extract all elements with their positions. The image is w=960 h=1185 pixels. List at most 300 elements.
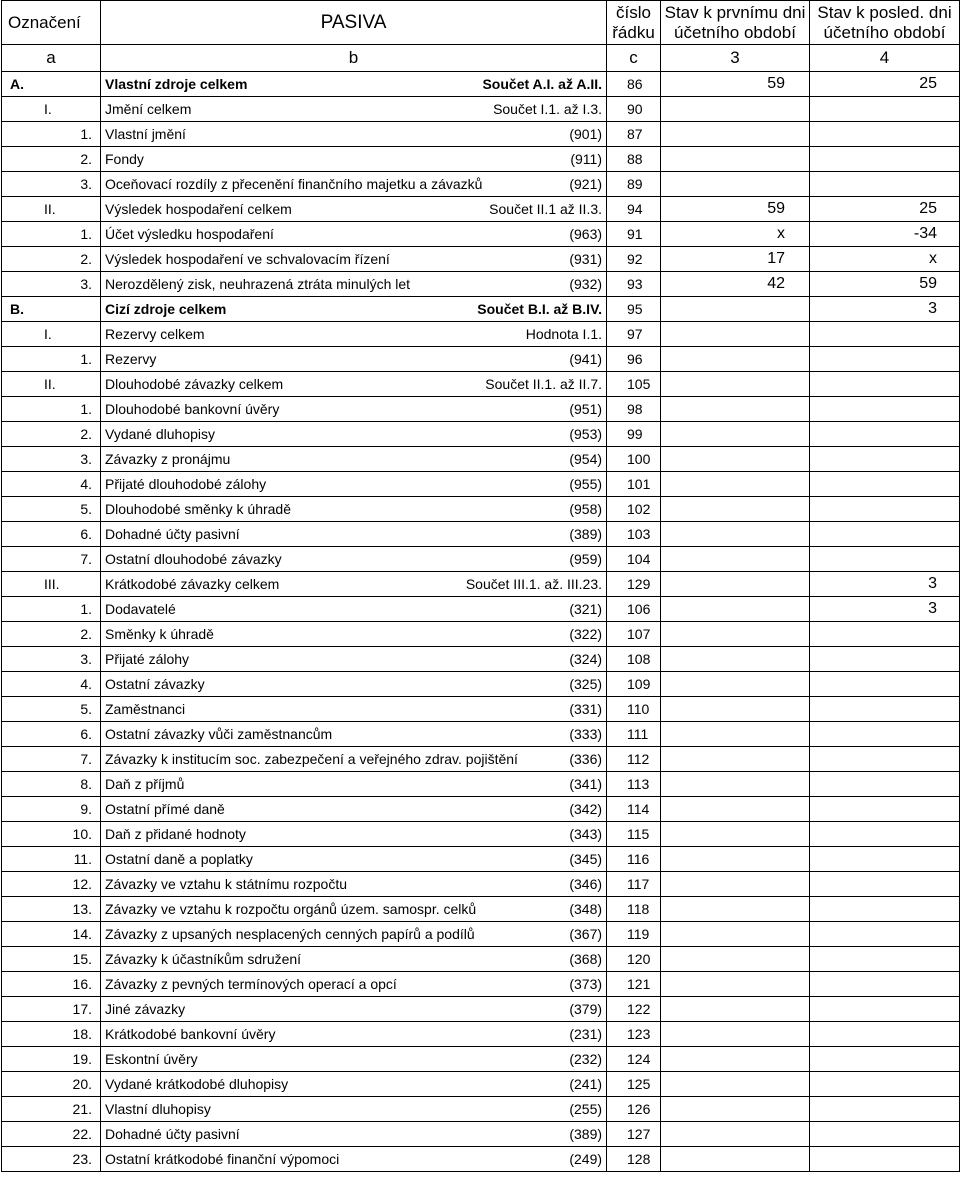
row-value-first-day: 59 xyxy=(661,197,810,222)
row-value-last-day xyxy=(810,822,960,847)
row-mark: 1. xyxy=(2,222,101,247)
row-name: Zaměstnanci xyxy=(101,697,446,722)
row-value-last-day xyxy=(810,872,960,897)
row-name: Rezervy xyxy=(101,347,446,372)
row-value-last-day xyxy=(810,372,960,397)
row-sum-ref: (345) xyxy=(446,847,607,872)
row-mark: 21. xyxy=(2,1097,101,1122)
row-value-first-day xyxy=(661,1047,810,1072)
row-value-last-day xyxy=(810,922,960,947)
row-line-number: 88 xyxy=(607,147,661,172)
row-line-number: 91 xyxy=(607,222,661,247)
row-name: Vlastní zdroje celkem xyxy=(101,72,446,97)
row-sum-ref: Součet B.I. až B.IV. xyxy=(446,297,607,322)
row-sum-ref: (389) xyxy=(446,1122,607,1147)
row-line-number: 122 xyxy=(607,997,661,1022)
header-stav-posled-line1: Stav k posled. dni xyxy=(817,2,952,22)
row-line-number: 115 xyxy=(607,822,661,847)
row-line-number: 124 xyxy=(607,1047,661,1072)
row-value-last-day xyxy=(810,972,960,997)
row-value-last-day xyxy=(810,1072,960,1097)
row-line-number: 117 xyxy=(607,872,661,897)
row-value-last-day: 3 xyxy=(810,597,960,622)
row-value-last-day xyxy=(810,722,960,747)
header-cislo-radku xyxy=(607,1,661,45)
row-mark: II. xyxy=(2,197,101,222)
row-line-number: 90 xyxy=(607,97,661,122)
row-mark: 7. xyxy=(2,747,101,772)
row-sum-ref: (324) xyxy=(446,647,607,672)
row-value-last-day xyxy=(810,1097,960,1122)
row-value-first-day xyxy=(661,397,810,422)
row-value-first-day xyxy=(661,447,810,472)
row-line-number: 87 xyxy=(607,122,661,147)
row-name: Dlouhodobé směnky k úhradě xyxy=(101,497,446,522)
row-value-first-day xyxy=(661,722,810,747)
row-sum-ref: Součet II.1 až II.3. xyxy=(446,197,607,222)
row-mark: 2. xyxy=(2,247,101,272)
row-sum-ref: Součet I.1. až I.3. xyxy=(446,97,607,122)
row-name: Přijaté zálohy xyxy=(101,647,446,672)
row-mark: 2. xyxy=(2,622,101,647)
row-sum-ref: (342) xyxy=(446,797,607,822)
row-sum-ref: (911) xyxy=(446,147,607,172)
row-line-number: 102 xyxy=(607,497,661,522)
row-sum-ref: (231) xyxy=(446,1022,607,1047)
row-mark: I. xyxy=(2,322,101,347)
row-value-first-day xyxy=(661,172,810,197)
row-line-number: 110 xyxy=(607,697,661,722)
table-row xyxy=(2,722,960,747)
row-name: Dlouhodobé bankovní úvěry xyxy=(101,397,446,422)
row-mark: 1. xyxy=(2,597,101,622)
row-line-number: 112 xyxy=(607,747,661,772)
row-value-last-day xyxy=(810,1122,960,1147)
row-value-first-day xyxy=(661,1072,810,1097)
row-name: Závazky z pronájmu xyxy=(101,447,446,472)
table-row xyxy=(2,472,960,497)
row-value-first-day xyxy=(661,372,810,397)
row-value-last-day xyxy=(810,147,960,172)
row-value-last-day xyxy=(810,672,960,697)
table-row xyxy=(2,247,960,272)
column-key-row xyxy=(2,45,960,72)
row-value-last-day: -34 xyxy=(810,222,960,247)
row-mark: III. xyxy=(2,572,101,597)
row-name: Fondy xyxy=(101,147,446,172)
row-mark: 3. xyxy=(2,272,101,297)
row-line-number: 101 xyxy=(607,472,661,497)
row-sum-ref: (367) xyxy=(446,922,607,947)
row-name: Jiné závazky xyxy=(101,997,446,1022)
table-row xyxy=(2,197,960,222)
row-sum-ref: (346) xyxy=(446,872,607,897)
row-value-first-day xyxy=(661,797,810,822)
header-stav-prvni xyxy=(661,1,810,45)
row-mark: 1. xyxy=(2,347,101,372)
row-value-last-day xyxy=(810,547,960,572)
row-name: Výsledek hospodaření celkem xyxy=(101,197,446,222)
column-key-4: 4 xyxy=(810,45,960,72)
row-sum-ref: (336) xyxy=(446,747,607,772)
table-row xyxy=(2,72,960,97)
table-row xyxy=(2,172,960,197)
row-line-number: 114 xyxy=(607,797,661,822)
row-name: Výsledek hospodaření ve schvalovacím řízení xyxy=(101,247,446,272)
header-row xyxy=(2,1,960,45)
table-row xyxy=(2,1147,960,1172)
table-body xyxy=(2,72,960,1172)
row-sum-ref: (333) xyxy=(446,722,607,747)
table-row xyxy=(2,847,960,872)
table-row xyxy=(2,297,960,322)
row-value-last-day: 3 xyxy=(810,297,960,322)
row-mark: 1. xyxy=(2,397,101,422)
row-name: Vydané krátkodobé dluhopisy xyxy=(101,1072,446,1097)
row-sum-ref: (232) xyxy=(446,1047,607,1072)
row-line-number: 123 xyxy=(607,1022,661,1047)
row-mark: 3. xyxy=(2,172,101,197)
row-sum-ref: (348) xyxy=(446,897,607,922)
row-sum-ref: (331) xyxy=(446,697,607,722)
row-line-number: 106 xyxy=(607,597,661,622)
row-value-first-day xyxy=(661,147,810,172)
row-line-number: 95 xyxy=(607,297,661,322)
row-value-first-day xyxy=(661,347,810,372)
row-value-first-day: 59 xyxy=(661,72,810,97)
row-name: Eskontní úvěry xyxy=(101,1047,446,1072)
row-sum-ref: (959) xyxy=(446,547,607,572)
row-line-number: 98 xyxy=(607,397,661,422)
row-value-first-day: 42 xyxy=(661,272,810,297)
header-pasiva: PASIVA xyxy=(101,1,607,45)
row-line-number: 119 xyxy=(607,922,661,947)
header-stav-prvni-line1: Stav k prvnímu dni xyxy=(664,2,806,22)
table-row xyxy=(2,622,960,647)
table-row xyxy=(2,747,960,772)
row-value-last-day xyxy=(810,797,960,822)
row-value-first-day xyxy=(661,1147,810,1172)
table-row xyxy=(2,922,960,947)
row-mark: 6. xyxy=(2,522,101,547)
row-line-number: 109 xyxy=(607,672,661,697)
row-name: Krátkodobé bankovní úvěry xyxy=(101,1022,446,1047)
row-sum-ref: (321) xyxy=(446,597,607,622)
row-value-last-day xyxy=(810,122,960,147)
row-value-last-day xyxy=(810,497,960,522)
row-name: Jmění celkem xyxy=(101,97,446,122)
row-line-number: 126 xyxy=(607,1097,661,1122)
row-sum-ref: (955) xyxy=(446,472,607,497)
row-sum-ref: Hodnota I.1. xyxy=(446,322,607,347)
row-value-last-day xyxy=(810,347,960,372)
row-sum-ref: (951) xyxy=(446,397,607,422)
row-name: Krátkodobé závazky celkem xyxy=(101,572,446,597)
row-sum-ref: Součet II.1. až II.7. xyxy=(446,372,607,397)
row-sum-ref: (958) xyxy=(446,497,607,522)
row-mark: 18. xyxy=(2,1022,101,1047)
row-name: Závazky k institucím soc. zabezpečení a veřejného zdrav. pojištění xyxy=(101,747,446,772)
column-key-c: c xyxy=(607,45,661,72)
row-sum-ref: (322) xyxy=(446,622,607,647)
row-name: Závazky ve vztahu k rozpočtu orgánů územ. samospr. celků xyxy=(101,897,446,922)
row-name: Závazky z upsaných nesplacených cenných papírů a podílů xyxy=(101,922,446,947)
row-value-first-day xyxy=(661,572,810,597)
header-stav-prvni-line2: účetního období xyxy=(674,22,796,42)
row-mark: 20. xyxy=(2,1072,101,1097)
table-row xyxy=(2,272,960,297)
table-row xyxy=(2,1022,960,1047)
row-value-first-day xyxy=(661,297,810,322)
row-mark: 9. xyxy=(2,797,101,822)
row-name: Závazky k účastníkům sdružení xyxy=(101,947,446,972)
table-row xyxy=(2,447,960,472)
row-name: Dohadné účty pasivní xyxy=(101,1122,446,1147)
row-line-number: 108 xyxy=(607,647,661,672)
table-row xyxy=(2,647,960,672)
column-key-3: 3 xyxy=(661,45,810,72)
row-mark: 23. xyxy=(2,1147,101,1172)
table-row xyxy=(2,797,960,822)
row-value-first-day xyxy=(661,922,810,947)
row-value-first-day xyxy=(661,597,810,622)
balance-sheet-liabilities-table xyxy=(1,0,960,1172)
row-sum-ref: (901) xyxy=(446,122,607,147)
row-value-last-day xyxy=(810,897,960,922)
row-mark: 15. xyxy=(2,947,101,972)
row-line-number: 96 xyxy=(607,347,661,372)
row-value-first-day xyxy=(661,1122,810,1147)
row-mark: 5. xyxy=(2,497,101,522)
row-mark: 4. xyxy=(2,472,101,497)
row-value-first-day xyxy=(661,522,810,547)
row-line-number: 121 xyxy=(607,972,661,997)
row-line-number: 89 xyxy=(607,172,661,197)
row-name: Účet výsledku hospodaření xyxy=(101,222,446,247)
row-line-number: 92 xyxy=(607,247,661,272)
row-value-last-day xyxy=(810,522,960,547)
row-mark: 16. xyxy=(2,972,101,997)
row-value-first-day xyxy=(661,997,810,1022)
row-line-number: 103 xyxy=(607,522,661,547)
row-name: Ostatní závazky vůči zaměstnancům xyxy=(101,722,446,747)
table-row xyxy=(2,372,960,397)
row-mark: A. xyxy=(2,72,101,97)
row-value-last-day xyxy=(810,1147,960,1172)
row-name: Ostatní závazky xyxy=(101,672,446,697)
row-value-first-day: x xyxy=(661,222,810,247)
column-key-a: a xyxy=(2,45,101,72)
row-value-last-day xyxy=(810,747,960,772)
row-line-number: 93 xyxy=(607,272,661,297)
row-name: Závazky z pevných termínových operací a opcí xyxy=(101,972,446,997)
table-row xyxy=(2,872,960,897)
row-name: Daň z příjmů xyxy=(101,772,446,797)
row-name: Směnky k úhradě xyxy=(101,622,446,647)
row-value-last-day: x xyxy=(810,247,960,272)
table-row xyxy=(2,122,960,147)
row-value-first-day xyxy=(661,897,810,922)
row-name: Ostatní přímé daně xyxy=(101,797,446,822)
row-sum-ref: (941) xyxy=(446,347,607,372)
row-value-last-day xyxy=(810,997,960,1022)
row-value-first-day xyxy=(661,122,810,147)
row-sum-ref: Součet A.I. až A.II. xyxy=(446,72,607,97)
table-row xyxy=(2,497,960,522)
row-value-last-day xyxy=(810,172,960,197)
row-name: Vlastní dluhopisy xyxy=(101,1097,446,1122)
row-value-last-day xyxy=(810,472,960,497)
row-value-last-day xyxy=(810,947,960,972)
row-line-number: 127 xyxy=(607,1122,661,1147)
row-sum-ref: (963) xyxy=(446,222,607,247)
table-row xyxy=(2,397,960,422)
row-mark: 17. xyxy=(2,997,101,1022)
row-value-last-day: 25 xyxy=(810,197,960,222)
row-value-last-day xyxy=(810,97,960,122)
table-row xyxy=(2,1047,960,1072)
table-row xyxy=(2,322,960,347)
row-line-number: 118 xyxy=(607,897,661,922)
row-line-number: 128 xyxy=(607,1147,661,1172)
row-mark: 3. xyxy=(2,647,101,672)
row-sum-ref: (341) xyxy=(446,772,607,797)
table-row xyxy=(2,972,960,997)
row-mark: 10. xyxy=(2,822,101,847)
row-name: Ostatní daně a poplatky xyxy=(101,847,446,872)
row-mark: 2. xyxy=(2,422,101,447)
row-value-last-day xyxy=(810,422,960,447)
table-row xyxy=(2,897,960,922)
table-row xyxy=(2,997,960,1022)
table-row xyxy=(2,222,960,247)
row-line-number: 125 xyxy=(607,1072,661,1097)
header-cislo-line2: řádku xyxy=(612,22,655,42)
table-row xyxy=(2,522,960,547)
row-value-first-day xyxy=(661,422,810,447)
row-value-last-day xyxy=(810,622,960,647)
row-sum-ref: (368) xyxy=(446,947,607,972)
table-row xyxy=(2,147,960,172)
row-name: Rezervy celkem xyxy=(101,322,446,347)
row-mark: 2. xyxy=(2,147,101,172)
row-line-number: 113 xyxy=(607,772,661,797)
row-line-number: 86 xyxy=(607,72,661,97)
row-sum-ref: (379) xyxy=(446,997,607,1022)
row-line-number: 111 xyxy=(607,722,661,747)
row-value-first-day xyxy=(661,97,810,122)
row-value-first-day xyxy=(661,972,810,997)
table-row xyxy=(2,822,960,847)
row-name: Dlouhodobé závazky celkem xyxy=(101,372,446,397)
table-row xyxy=(2,572,960,597)
row-value-first-day xyxy=(661,747,810,772)
row-name: Nerozdělený zisk, neuhrazená ztráta minulých let xyxy=(101,272,446,297)
table-row xyxy=(2,697,960,722)
row-line-number: 97 xyxy=(607,322,661,347)
row-name: Dohadné účty pasivní xyxy=(101,522,446,547)
row-value-last-day xyxy=(810,322,960,347)
row-name: Daň z přidané hodnoty xyxy=(101,822,446,847)
row-sum-ref: (249) xyxy=(446,1147,607,1172)
table-row xyxy=(2,597,960,622)
row-name: Oceňovací rozdíly z přecenění finančního majetku a závazků xyxy=(101,172,446,197)
row-value-first-day xyxy=(661,472,810,497)
row-mark: 1. xyxy=(2,122,101,147)
row-value-first-day xyxy=(661,647,810,672)
row-value-first-day xyxy=(661,697,810,722)
row-value-first-day xyxy=(661,1022,810,1047)
row-name: Cizí zdroje celkem xyxy=(101,297,446,322)
row-value-last-day xyxy=(810,1047,960,1072)
row-name: Vydané dluhopisy xyxy=(101,422,446,447)
table-row xyxy=(2,97,960,122)
table-row xyxy=(2,1097,960,1122)
row-mark: 13. xyxy=(2,897,101,922)
header-stav-posled xyxy=(810,1,960,45)
row-sum-ref: (921) xyxy=(446,172,607,197)
row-value-first-day xyxy=(661,672,810,697)
row-line-number: 120 xyxy=(607,947,661,972)
row-mark: 8. xyxy=(2,772,101,797)
row-name: Vlastní jmění xyxy=(101,122,446,147)
row-sum-ref: (241) xyxy=(446,1072,607,1097)
row-mark: 22. xyxy=(2,1122,101,1147)
table-row xyxy=(2,347,960,372)
row-name: Ostatní krátkodobé finanční výpomoci xyxy=(101,1147,446,1172)
row-mark: 5. xyxy=(2,697,101,722)
row-sum-ref: (931) xyxy=(446,247,607,272)
row-mark: 3. xyxy=(2,447,101,472)
row-mark: 12. xyxy=(2,872,101,897)
row-sum-ref: (343) xyxy=(446,822,607,847)
row-value-first-day xyxy=(661,497,810,522)
row-sum-ref: (373) xyxy=(446,972,607,997)
row-name: Ostatní dlouhodobé závazky xyxy=(101,547,446,572)
header-oznaceni: Označení xyxy=(2,1,101,45)
row-mark: 7. xyxy=(2,547,101,572)
row-name: Dodavatelé xyxy=(101,597,446,622)
row-mark: 4. xyxy=(2,672,101,697)
row-value-last-day xyxy=(810,697,960,722)
row-value-last-day xyxy=(810,847,960,872)
row-sum-ref: (389) xyxy=(446,522,607,547)
row-value-first-day xyxy=(661,772,810,797)
row-mark: 19. xyxy=(2,1047,101,1072)
row-value-first-day: 17 xyxy=(661,247,810,272)
row-line-number: 94 xyxy=(607,197,661,222)
row-value-first-day xyxy=(661,1097,810,1122)
row-line-number: 105 xyxy=(607,372,661,397)
row-line-number: 99 xyxy=(607,422,661,447)
row-value-first-day xyxy=(661,872,810,897)
row-name: Závazky ve vztahu k státnímu rozpočtu xyxy=(101,872,446,897)
row-line-number: 100 xyxy=(607,447,661,472)
row-line-number: 116 xyxy=(607,847,661,872)
table-row xyxy=(2,947,960,972)
row-value-first-day xyxy=(661,322,810,347)
row-line-number: 129 xyxy=(607,572,661,597)
row-value-last-day: 3 xyxy=(810,572,960,597)
row-value-first-day xyxy=(661,847,810,872)
table-row xyxy=(2,547,960,572)
table-row xyxy=(2,422,960,447)
row-sum-ref: Součet III.1. až. III.23. xyxy=(446,572,607,597)
row-sum-ref: (954) xyxy=(446,447,607,472)
header-cislo-line1: číslo xyxy=(616,2,651,22)
row-value-first-day xyxy=(661,547,810,572)
row-value-first-day xyxy=(661,947,810,972)
